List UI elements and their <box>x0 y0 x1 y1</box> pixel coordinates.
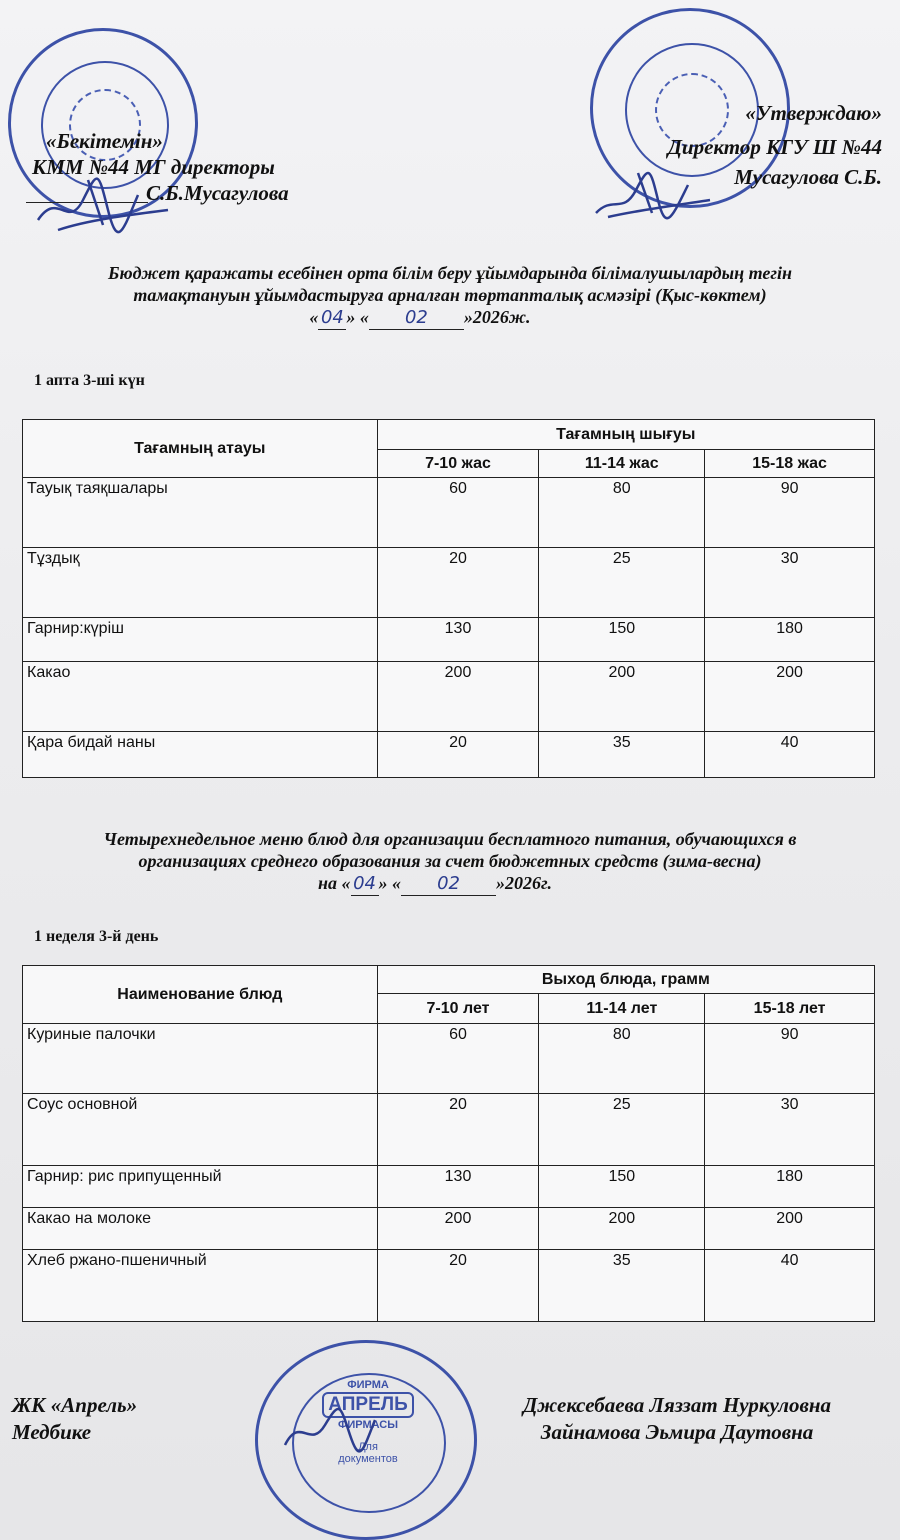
portion-15-18: 40 <box>705 732 875 778</box>
dish-name: Тауық таяқшалары <box>23 478 378 548</box>
dish-name: Хлеб ржано-пшеничный <box>23 1250 378 1322</box>
kz-col-output: Тағамның шығуы <box>377 420 874 450</box>
portion-15-18: 40 <box>705 1250 875 1322</box>
ru-title-line1: Четырехнедельное меню блюд для организации бесплатного питания, обучающихся в <box>103 829 797 849</box>
kz-col-age2: 11-14 жас <box>539 450 705 478</box>
table-row <box>23 662 875 732</box>
dish-name: Тұздық <box>23 548 378 618</box>
kz-title-line2: тамақтануын ұйымдастыруға арналған төртапталық асмәзірі (Қыс-көктем) <box>133 285 767 305</box>
ru-date-month: 02 <box>401 873 496 896</box>
footer-person-1: Джексебаева Ляззат Нуркуловна <box>522 1393 832 1417</box>
kz-title-line1: Бюджет қаражаты есебінен орта білім беру ұйымдарында білімалушылардың тегін <box>108 263 792 283</box>
approval-right-line2: Директор КГУ Ш №44 <box>667 135 882 159</box>
ru-title <box>20 828 880 896</box>
ru-section: 1 неделя 3-й день <box>34 928 159 945</box>
table-row <box>23 1094 875 1166</box>
kz-col-age3: 15-18 жас <box>705 450 875 478</box>
dish-name: Какао <box>23 662 378 732</box>
portion-11-14: 25 <box>539 1094 705 1166</box>
kz-title <box>20 262 880 330</box>
ru-title-line2: организациях среднего образования за счет бюджетных средств (зима-весна) <box>138 851 762 871</box>
portion-11-14: 80 <box>539 478 705 548</box>
kz-col-age1: 7-10 жас <box>377 450 539 478</box>
portion-7-10: 20 <box>377 1250 539 1322</box>
portion-7-10: 20 <box>377 732 539 778</box>
portion-15-18: 30 <box>705 1094 875 1166</box>
dish-name: Гарнир: рис припущенный <box>23 1166 378 1208</box>
footer-right <box>482 1392 872 1446</box>
table-row <box>23 548 875 618</box>
portion-7-10: 60 <box>377 478 539 548</box>
approval-right-line3: Мусагулова С.Б. <box>734 165 882 189</box>
portion-7-10: 20 <box>377 1094 539 1166</box>
dish-name: Какао на молоке <box>23 1208 378 1250</box>
kz-date-month: 02 <box>369 307 464 330</box>
ru-col-name: Наименование блюд <box>23 966 378 1024</box>
kz-date: « 04 » « 02 »2026ж. <box>309 307 531 328</box>
portion-15-18: 180 <box>705 618 875 662</box>
footer-left <box>12 1392 137 1446</box>
table-row <box>23 618 875 662</box>
approval-left-line3: С.Б.Мусагулова <box>146 181 289 205</box>
seal-bottom-center: ФИРМА АПРЕЛЬ ФИРМАСЫ Для документов <box>318 1379 418 1465</box>
portion-15-18: 200 <box>705 662 875 732</box>
ru-col-output: Выход блюда, грамм <box>377 966 874 994</box>
ru-date: на « 04 » « 02 »2026г. <box>318 873 552 894</box>
portion-11-14: 25 <box>539 548 705 618</box>
portion-7-10: 20 <box>377 548 539 618</box>
table-row <box>23 1024 875 1094</box>
ru-col-age3: 15-18 лет <box>705 994 875 1024</box>
portion-11-14: 200 <box>539 1208 705 1250</box>
kz-menu-table <box>22 419 875 778</box>
approval-left-line2: КММ №44 МГ директоры <box>32 155 275 179</box>
ru-col-age1: 7-10 лет <box>377 994 539 1024</box>
ru-col-age2: 11-14 лет <box>539 994 705 1024</box>
dish-name: Куриные палочки <box>23 1024 378 1094</box>
portion-15-18: 180 <box>705 1166 875 1208</box>
portion-15-18: 90 <box>705 1024 875 1094</box>
portion-11-14: 35 <box>539 732 705 778</box>
kz-section: 1 апта 3-ші күн <box>34 372 145 389</box>
portion-7-10: 130 <box>377 1166 539 1208</box>
approval-left-line1: «Бекітемін» <box>46 129 163 153</box>
signature-bottom <box>275 1395 385 1465</box>
portion-15-18: 90 <box>705 478 875 548</box>
portion-11-14: 150 <box>539 1166 705 1208</box>
dish-name: Гарнир:күріш <box>23 618 378 662</box>
table-row <box>23 478 875 548</box>
footer-role: Медбике <box>12 1420 92 1444</box>
ru-menu-table <box>22 965 875 1322</box>
signature-left <box>28 160 178 240</box>
portion-11-14: 150 <box>539 618 705 662</box>
portion-15-18: 200 <box>705 1208 875 1250</box>
footer-company: ЖК «Апрель» <box>12 1393 138 1417</box>
kz-col-name: Тағамның атауы <box>23 420 378 478</box>
portion-7-10: 200 <box>377 1208 539 1250</box>
kz-date-day: 04 <box>318 307 346 330</box>
portion-11-14: 35 <box>539 1250 705 1322</box>
ru-date-day: 04 <box>351 873 379 896</box>
portion-7-10: 60 <box>377 1024 539 1094</box>
table-row <box>23 1208 875 1250</box>
portion-7-10: 200 <box>377 662 539 732</box>
table-row <box>23 732 875 778</box>
portion-15-18: 30 <box>705 548 875 618</box>
footer-person-2: Зайнамова Эьмира Даутовна <box>540 1420 814 1444</box>
approval-right-line1: «Утверждаю» <box>745 101 882 125</box>
dish-name: Соус основной <box>23 1094 378 1166</box>
portion-7-10: 130 <box>377 618 539 662</box>
table-row <box>23 1250 875 1322</box>
signature-right <box>588 155 718 225</box>
portion-11-14: 80 <box>539 1024 705 1094</box>
portion-11-14: 200 <box>539 662 705 732</box>
dish-name: Қара бидай наны <box>23 732 378 778</box>
table-row <box>23 1166 875 1208</box>
